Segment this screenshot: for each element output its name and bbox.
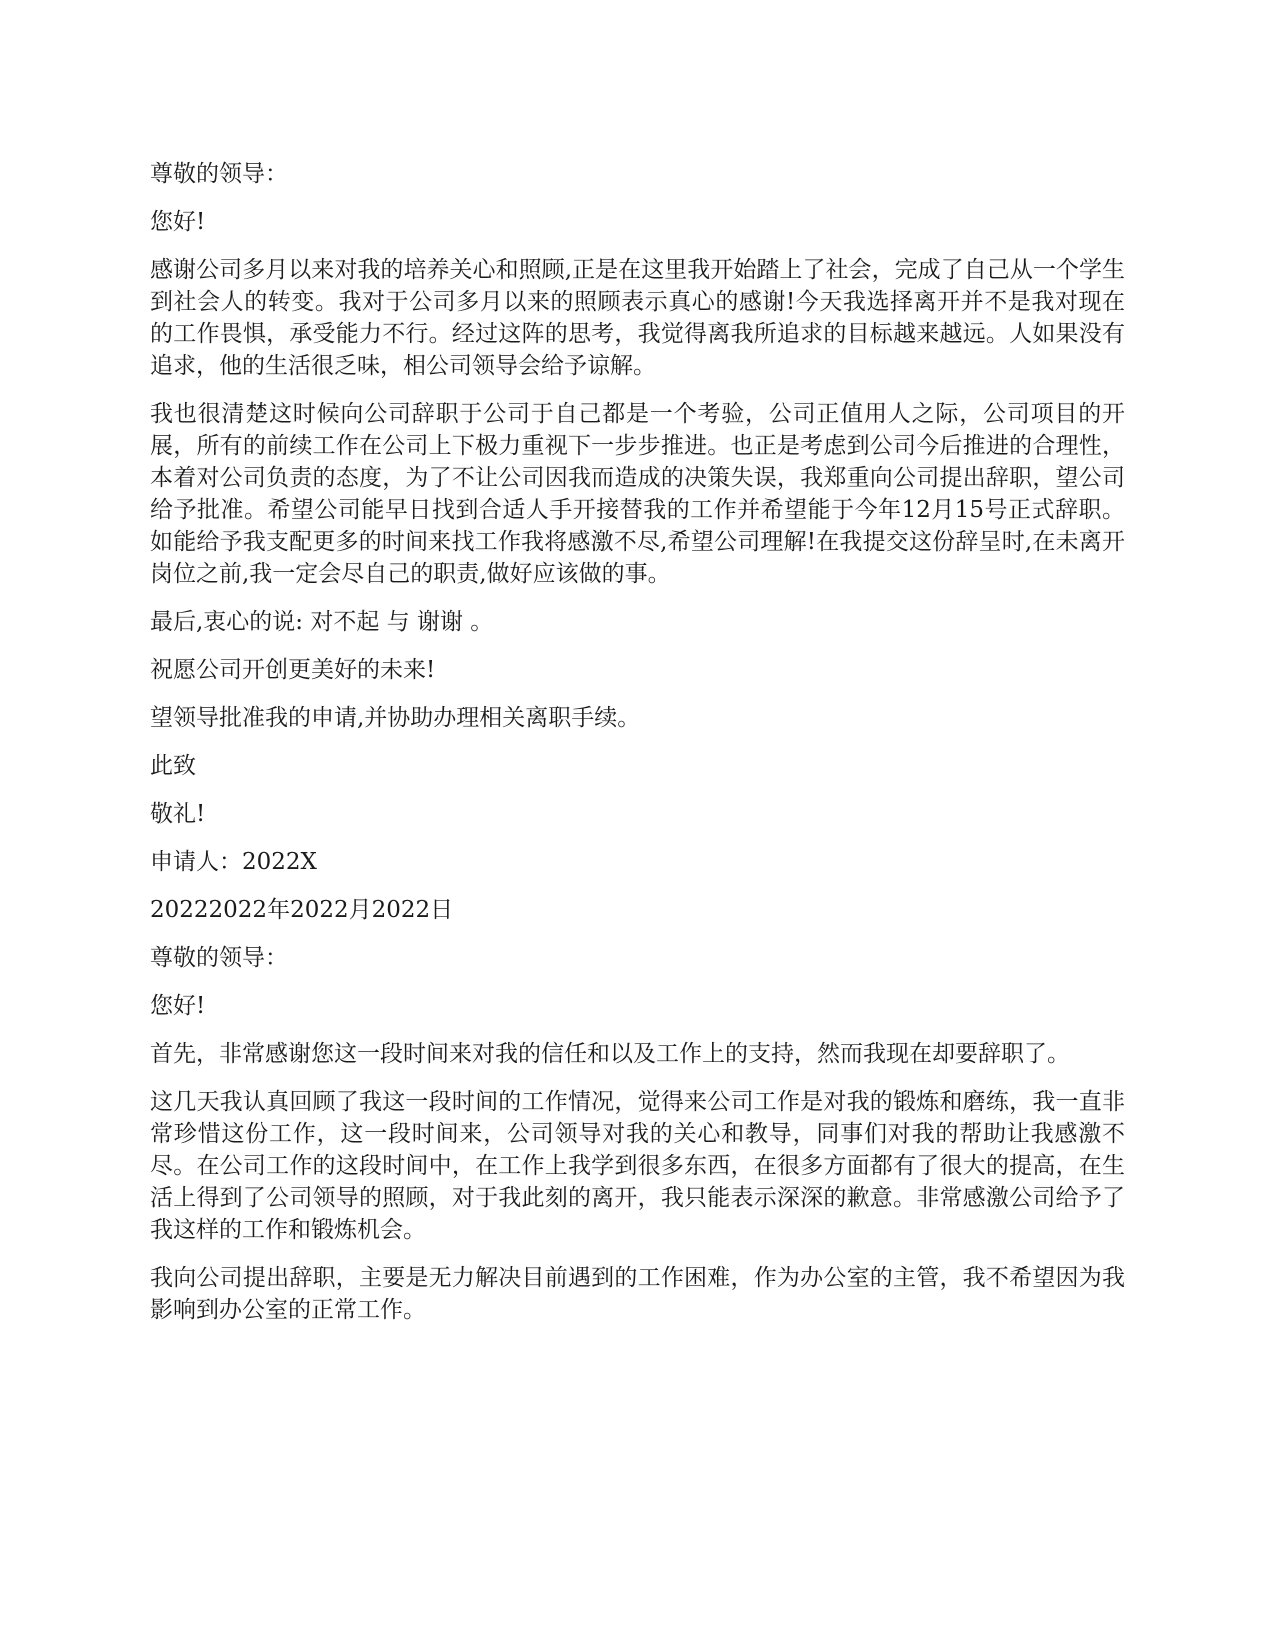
body-paragraph: 我也很清楚这时候向公司辞职于公司于自己都是一个考验，公司正值用人之际，公司项目的开展，所有的前续工作在公司上下极力重视下一步步推进。也正是考虑到公司今后推进的合理性，本着对公司负责的态度，为了不让公司因我而造成的决策失误，我郑重向公司提出辞职，望公司给予批准。希望公司能早日找到合适人手开接替我的工作并希望能于今年12月15号正式辞职。如能给予我支配更多的时间来找工作我将感激不尽,希望公司理解!在我提交这份辞呈时,在未离开岗位之前,我一定会尽自己的职责,做好应该做的事。: [150, 401, 1125, 587]
body-paragraph-2: 我向公司提出辞职，主要是无力解决目前遇到的工作困难，作为办公室的主管，我不希望因为我影响到办公室的正常工作。: [150, 1265, 1125, 1323]
document-page: [150, 158, 1125, 1342]
body-paragraph-2: 首先，非常感谢您这一段时间来对我的信任和以及工作上的支持，然而我现在却要辞职了。: [150, 1041, 1070, 1067]
greeting: 您好!: [150, 209, 206, 235]
greeting-2: 您好!: [150, 993, 206, 1019]
salutation-2: 尊敬的领导：: [150, 945, 288, 971]
regards: 敬礼!: [150, 801, 206, 827]
applicant: 申请人：2022X: [150, 849, 317, 875]
salutation: 尊敬的领导：: [150, 161, 288, 187]
body-paragraph: 感谢公司多月以来对我的培养关心和照顾,正是在这里我开始踏上了社会，完成了自己从一个学生到社会人的转变。我对于公司多月以来的照顾表示真心的感谢!今天我选择离开并不是我对现在的工作畏惧，承受能力不行。经过这阵的思考，我觉得离我所追求的目标越来越远。人如果没有追求，他的生活很乏味，相公司领导会给予谅解。: [150, 257, 1125, 379]
body-paragraph: 望领导批准我的申请,并协助办理相关离职手续。: [150, 705, 641, 731]
closing: 此致: [150, 753, 196, 779]
body-paragraph: 祝愿公司开创更美好的未来!: [150, 657, 436, 683]
date: 20222022年2022月2022日: [150, 897, 454, 923]
body-paragraph-2: 这几天我认真回顾了我这一段时间的工作情况，觉得来公司工作是对我的锻炼和磨练，我一直非常珍惜这份工作，这一段时间来，公司领导对我的关心和教导，同事们对我的帮助让我感激不尽。在公司工作的这段时间中，在工作上我学到很多东西，在很多方面都有了很大的提高，在生活上得到了公司领导的照顾，对于我此刻的离开，我只能表示深深的歉意。非常感激公司给予了我这样的工作和锻炼机会。: [150, 1089, 1125, 1243]
body-paragraph: 最后,衷心的说: 对不起 与 谢谢 。: [150, 609, 494, 635]
